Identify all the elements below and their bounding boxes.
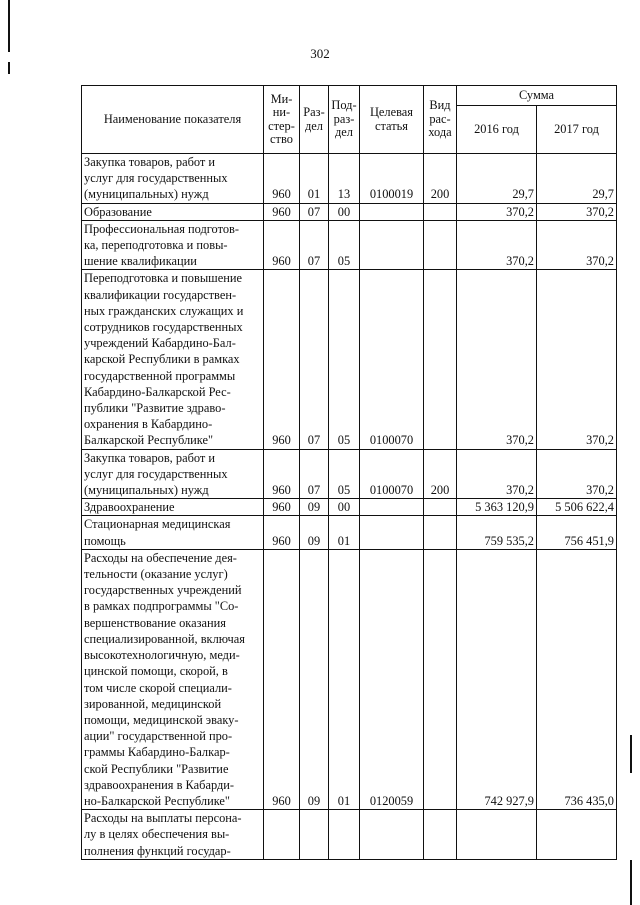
header-name: Наименование показателя (82, 86, 264, 154)
header-expense-type: Вид рас- хода (424, 86, 457, 154)
header-section: Раз- дел (300, 86, 329, 154)
cell-subsection (329, 810, 360, 860)
table-row (82, 220, 617, 270)
cell-name: Закупка товаров, работ и услуг для государственных (муниципальных) нужд (82, 449, 264, 499)
cell-section: 07 (300, 203, 329, 220)
cell-target (360, 516, 424, 549)
header-ministry: Ми- ни- стер- ство (264, 86, 300, 154)
cell-expense-type (424, 516, 457, 549)
table-row (82, 270, 617, 449)
cell-sum-2017: 370,2 (537, 449, 617, 499)
cell-expense-type (424, 499, 457, 516)
table-row (82, 203, 617, 220)
cell-subsection: 00 (329, 203, 360, 220)
cell-target: 0100019 (360, 154, 424, 204)
cell-section: 09 (300, 516, 329, 549)
cell-subsection: 05 (329, 270, 360, 449)
budget-table (81, 85, 617, 860)
cell-name: Стационарная медицинская помощь (82, 516, 264, 549)
table-header (82, 86, 617, 154)
cell-subsection: 01 (329, 549, 360, 809)
cell-name: Закупка товаров, работ и услуг для государственных (муниципальных) нужд (82, 154, 264, 204)
cell-sum-2016: 370,2 (457, 270, 537, 449)
cell-subsection: 01 (329, 516, 360, 549)
cell-sum-2017: 5 506 622,4 (537, 499, 617, 516)
cell-sum-2016: 759 535,2 (457, 516, 537, 549)
cell-sum-2016: 370,2 (457, 449, 537, 499)
cell-sum-2017: 736 435,0 (537, 549, 617, 809)
cell-name: Здравоохранение (82, 499, 264, 516)
cell-sum-2017: 29,7 (537, 154, 617, 204)
cell-sum-2016: 370,2 (457, 203, 537, 220)
cell-ministry: 960 (264, 499, 300, 516)
cell-sum-2016: 370,2 (457, 220, 537, 270)
cell-sum-2017: 370,2 (537, 220, 617, 270)
page-number: 302 (310, 46, 330, 61)
table-row (82, 549, 617, 809)
scan-edge-mark (8, 62, 10, 74)
cell-expense-type: 200 (424, 154, 457, 204)
table-body (82, 154, 617, 860)
cell-ministry: 960 (264, 203, 300, 220)
scan-edge-mark (630, 860, 632, 905)
cell-target: 0100070 (360, 449, 424, 499)
cell-sum-2016: 29,7 (457, 154, 537, 204)
cell-subsection: 05 (329, 220, 360, 270)
cell-sum-2016 (457, 810, 537, 860)
cell-expense-type: 200 (424, 449, 457, 499)
scan-edge-mark (8, 0, 10, 52)
table-row (82, 810, 617, 860)
cell-ministry: 960 (264, 449, 300, 499)
cell-target (360, 810, 424, 860)
header-year-2017: 2017 год (537, 106, 617, 154)
cell-expense-type (424, 203, 457, 220)
cell-name: Расходы на обеспечение дея- тельности (оказание услуг) государственных учреждений в рамках подпрограммы "Со- вершенствование оказания специализированной, включая высокотехнологичную, меди- цинской помощи, скорой, в том числе скорой специали- зированной, медицинской помощи, медицинской эваку- ации" государственной про- граммы Кабардино-Балкар- ской Республики "Развитие здравоохранения в Кабарди- но-Балкарской Республике" (82, 549, 264, 809)
cell-target: 0120059 (360, 549, 424, 809)
cell-ministry: 960 (264, 549, 300, 809)
cell-section: 01 (300, 154, 329, 204)
cell-subsection: 13 (329, 154, 360, 204)
cell-section: 07 (300, 220, 329, 270)
cell-name: Профессиональная подготов- ка, переподготовка и повы- шение квалификации (82, 220, 264, 270)
cell-ministry: 960 (264, 516, 300, 549)
header-year-2016: 2016 год (457, 106, 537, 154)
cell-name: Переподготовка и повышение квалификации государствен- ных гражданских служащих и сотрудников государственных учреждений Кабардино-Бал- карской Республики в рамках государственной программы Кабардино-Балкарской Рес- публики "Развитие здраво- охранения в Кабардино- Балкарской Республике" (82, 270, 264, 449)
cell-subsection: 00 (329, 499, 360, 516)
cell-sum-2017: 370,2 (537, 203, 617, 220)
cell-target (360, 220, 424, 270)
cell-section (300, 810, 329, 860)
cell-sum-2017: 756 451,9 (537, 516, 617, 549)
table-row (82, 449, 617, 499)
cell-expense-type (424, 549, 457, 809)
cell-sum-2017: 370,2 (537, 270, 617, 449)
header-sum: Сумма (457, 86, 617, 106)
cell-subsection: 05 (329, 449, 360, 499)
cell-sum-2017 (537, 810, 617, 860)
cell-expense-type (424, 810, 457, 860)
cell-target: 0100070 (360, 270, 424, 449)
cell-sum-2016: 5 363 120,9 (457, 499, 537, 516)
cell-section: 07 (300, 270, 329, 449)
cell-section: 09 (300, 499, 329, 516)
cell-ministry: 960 (264, 154, 300, 204)
table-row (82, 154, 617, 204)
cell-sum-2016: 742 927,9 (457, 549, 537, 809)
cell-target (360, 203, 424, 220)
table-row (82, 499, 617, 516)
cell-section: 07 (300, 449, 329, 499)
header-target: Целевая статья (360, 86, 424, 154)
cell-section: 09 (300, 549, 329, 809)
cell-expense-type (424, 220, 457, 270)
header-subsection: Под- раз- дел (329, 86, 360, 154)
scan-edge-mark (630, 735, 632, 773)
cell-name: Образование (82, 203, 264, 220)
cell-expense-type (424, 270, 457, 449)
cell-name: Расходы на выплаты персона- лу в целях обеспечения вы- полнения функций государ- (82, 810, 264, 860)
cell-ministry: 960 (264, 270, 300, 449)
cell-ministry (264, 810, 300, 860)
cell-ministry: 960 (264, 220, 300, 270)
table-row (82, 516, 617, 549)
cell-target (360, 499, 424, 516)
